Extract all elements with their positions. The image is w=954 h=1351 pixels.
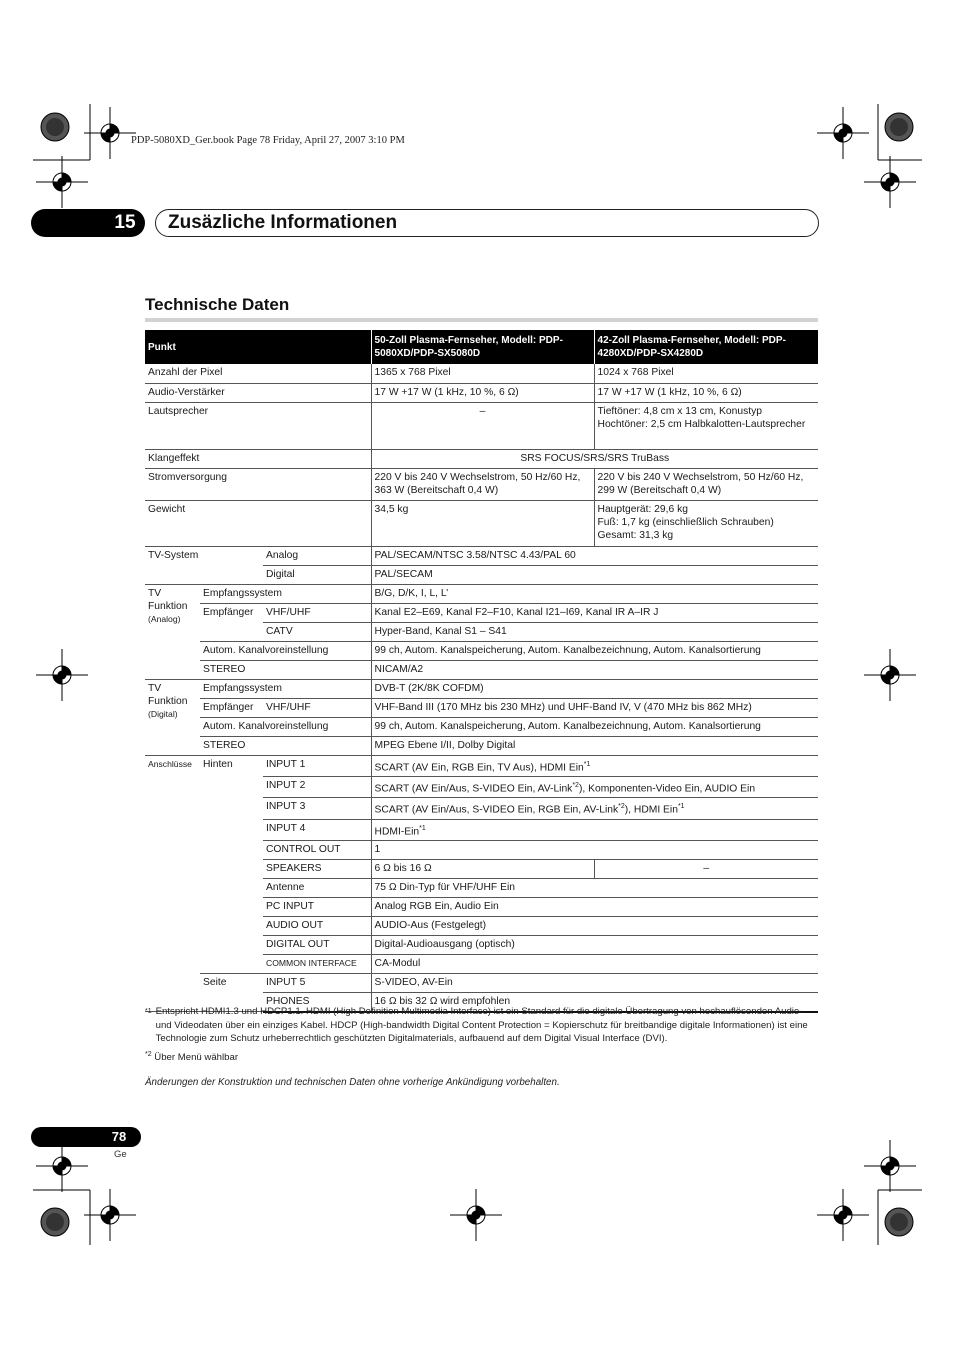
weight-total: Gesamt: 31,3 kg	[597, 529, 674, 541]
table-row	[145, 402, 818, 449]
sub-label: Analog	[263, 546, 371, 565]
footnote-ref: *2	[572, 781, 579, 789]
port-label: INPUT 5	[263, 974, 371, 993]
cell-shared: 1	[371, 841, 818, 860]
port-label: SPEAKERS	[263, 860, 371, 879]
row-label: Anzahl der Pixel	[145, 364, 371, 383]
cell-50: 34,5 kg	[371, 500, 594, 546]
header-50-inch: 50-Zoll Plasma-Fernseher, Modell: PDP-5080XD/PDP-SX5080D	[371, 330, 594, 364]
port-label: INPUT 1	[263, 755, 371, 776]
cell-shared: AUDIO-Aus (Festgelegt)	[371, 917, 818, 936]
port-value: HDMI-Ein	[374, 826, 420, 838]
spec-table	[145, 330, 818, 1013]
table-row	[145, 603, 818, 622]
footnote-ref: *1	[583, 760, 591, 768]
page-number: 78	[111, 1129, 127, 1144]
header-punkt: Punkt	[145, 330, 371, 364]
chapter-title: Zusäzliche Informationen	[168, 212, 398, 233]
speaker-tweeter: Hochtöner: 2,5 cm Halbkalotten-Lautsprecher	[597, 418, 806, 430]
footnote-2	[145, 1048, 238, 1065]
table-row	[145, 755, 818, 776]
port-label: INPUT 4	[263, 819, 371, 840]
footnote-1	[145, 1005, 810, 1046]
sub-label: Digital	[263, 565, 371, 584]
cell-42: 220 V bis 240 V Wechselstrom, 50 Hz/60 Hz, 299 W (Bereitschaft 0,4 W)	[594, 468, 818, 500]
row-label: Lautsprecher	[145, 402, 371, 449]
cell-shared	[371, 776, 818, 797]
cell-shared: DVB-T (2K/8K COFDM)	[371, 679, 818, 698]
cell-50: 1365 x 768 Pixel	[371, 364, 594, 383]
table-row	[145, 679, 818, 698]
cell-shared: B/G, D/K, I, L, L’	[371, 584, 818, 603]
sub-label: Autom. Kanalvoreinstellung	[200, 641, 371, 660]
footnote-text: Über Menü wählbar	[154, 1052, 239, 1064]
port-value: SCART (AV Ein/Aus, S-VIDEO Ein, AV-Link	[374, 783, 573, 795]
port-label: COMMON INTERFACE	[263, 955, 371, 974]
cell-shared	[371, 798, 818, 819]
section-rule	[145, 318, 818, 322]
table-row	[145, 641, 818, 660]
cell-50: 220 V bis 240 V Wechselstrom, 50 Hz/60 Hz, 363 W (Bereitschaft 0,4 W)	[371, 468, 594, 500]
table-header-row	[145, 330, 818, 364]
footnote-1-layout	[145, 1005, 810, 1046]
cell-shared: 99 ch, Autom. Kanalspeicherung, Autom. Kanalbezeichnung, Autom. Kanalsortierung	[371, 717, 818, 736]
speaker-woofer: Tieftöner: 4,8 cm x 13 cm, Konustyp	[597, 405, 762, 417]
table-row	[145, 584, 818, 603]
cell-shared: NICAM/A2	[371, 660, 818, 679]
cell-50: 17 W +17 W (1 kHz, 10 %, 6 Ω)	[371, 383, 594, 402]
footnote-ref: *1	[677, 803, 685, 811]
sub-label: Empfänger	[200, 603, 263, 641]
port-label: Antenne	[263, 879, 371, 898]
table-row	[145, 736, 818, 755]
cell-50: –	[371, 402, 594, 449]
cell-shared: Analog RGB Ein, Audio Ein	[371, 898, 818, 917]
change-note: Änderungen der Konstruktion und technischen Daten ohne vorherige Ankündigung vorbehalten.	[145, 1077, 560, 1088]
row-label: Klangeffekt	[145, 449, 371, 468]
footnote-ref: *1	[419, 824, 426, 832]
header-42-inch: 42-Zoll Plasma-Fernseher, Modell: PDP-4280XD/PDP-SX4280D	[594, 330, 818, 364]
sub-label: VHF/UHF	[263, 698, 371, 717]
cell-shared: Digital-Audioausgang (optisch)	[371, 936, 818, 955]
group-label-line: (Digital)	[148, 708, 178, 719]
port-label: PC INPUT	[263, 898, 371, 917]
table-row	[145, 698, 818, 717]
port-value: SCART (AV Ein, RGB Ein, TV Aus), HDMI Ein	[374, 761, 584, 773]
group-label-line: TV	[148, 587, 162, 599]
row-label: TV-System	[145, 546, 263, 584]
cell-shared: PAL/SECAM	[371, 565, 818, 584]
book-header: PDP-5080XD_Ger.book Page 78 Friday, April 27, 2007 3:10 PM	[131, 135, 405, 146]
port-label: PHONES	[263, 993, 371, 1012]
cell-shared: 16 Ω bis 32 Ω wird empfohlen	[371, 993, 818, 1012]
row-label: Stromversorgung	[145, 468, 371, 500]
cell-shared: MPEG Ebene I/II, Dolby Digital	[371, 736, 818, 755]
group-label-tv-digital	[145, 679, 200, 755]
cell-42: –	[594, 860, 818, 879]
port-value: ), HDMI Ein	[624, 804, 678, 816]
page-language: Ge	[114, 1149, 127, 1160]
footnote-text: Entspricht HDMI1.3 und HDCP1.1. HDMI (High Definition Multimedia Interface) ist ein Standard für die digitale Übertragung von hochauflösenden Audio- und Videodaten über ein einziges Kabel. HDCP (High-bandwidth Digital Content Protection = Kopierschutz für breitbandige digitale Informationen) ist eine Technologie zum Schutz urheberrechtlich geschützten Digitalmaterials, aufbauend auf dem Digital Visual Interface (DVI).	[155, 1006, 808, 1044]
table-row	[145, 660, 818, 679]
group-label-connections: Anschlüsse	[145, 755, 200, 1012]
table-row	[145, 500, 818, 546]
cell-shared: CA-Modul	[371, 955, 818, 974]
cell-42	[594, 500, 818, 546]
cell-shared: PAL/SECAM/NTSC 3.58/NTSC 4.43/PAL 60	[371, 546, 818, 565]
footnote-ref: *2	[618, 803, 625, 811]
section-title: Technische Daten	[145, 295, 290, 314]
table-row	[145, 449, 818, 468]
weight-stand: Fuß: 1,7 kg (einschließlich Schrauben)	[597, 516, 774, 528]
weight-main: Hauptgerät: 29,6 kg	[597, 503, 688, 515]
cell-50: 6 Ω bis 16 Ω	[371, 860, 594, 879]
cell-shared	[371, 755, 818, 776]
table-row	[145, 468, 818, 500]
port-label: INPUT 2	[263, 776, 371, 797]
row-label: Audio-Verstärker	[145, 383, 371, 402]
table-row	[145, 974, 818, 993]
cell-shared	[371, 819, 818, 840]
sub-label: Hinten	[200, 755, 263, 974]
table-row	[145, 717, 818, 736]
cell-shared: Kanal E2–E69, Kanal F2–F10, Kanal I21–I69, Kanal IR A–IR J	[371, 603, 818, 622]
sub-label: Seite	[200, 974, 263, 1012]
cell-42	[594, 402, 818, 449]
group-label-line: Funktion	[148, 695, 188, 707]
row-label: Gewicht	[145, 500, 371, 546]
footnote-mark: *1	[145, 1008, 152, 1015]
footnote-mark: *2	[145, 1051, 152, 1058]
port-label: AUDIO OUT	[263, 917, 371, 936]
group-label-line: Funktion	[148, 600, 188, 612]
group-label-line: (Analog)	[148, 613, 181, 624]
table-row	[145, 364, 818, 383]
cell-shared: VHF-Band III (170 MHz bis 230 MHz) und UHF-Band IV, V (470 MHz bis 862 MHz)	[371, 698, 818, 717]
cell-shared: S-VIDEO, AV-Ein	[371, 974, 818, 993]
cell-42: 17 W +17 W (1 kHz, 10 %, 6 Ω)	[594, 383, 818, 402]
sub-label: VHF/UHF	[263, 603, 371, 622]
cell-42: 1024 x 768 Pixel	[594, 364, 818, 383]
cell-shared: Hyper-Band, Kanal S1 – S41	[371, 622, 818, 641]
sub-label: Empfänger	[200, 698, 263, 717]
port-value: ), Komponenten-Video Ein, AUDIO Ein	[578, 783, 756, 795]
cell-shared: 99 ch, Autom. Kanalspeicherung, Autom. Kanalbezeichnung, Autom. Kanalsortierung	[371, 641, 818, 660]
sub-label: CATV	[263, 622, 371, 641]
sub-label: Empfangssystem	[200, 679, 371, 698]
port-label: INPUT 3	[263, 798, 371, 819]
port-label: DIGITAL OUT	[263, 936, 371, 955]
chapter-number: 15	[114, 212, 136, 233]
table-row	[145, 546, 818, 565]
cell-shared: 75 Ω Din-Typ für VHF/UHF Ein	[371, 879, 818, 898]
sub-label: STEREO	[200, 660, 371, 679]
port-value: SCART (AV Ein/Aus, S-VIDEO Ein, RGB Ein, AV-Link	[374, 804, 619, 816]
group-label-tv-analog	[145, 584, 200, 679]
table-row	[145, 383, 818, 402]
sub-label: Empfangssystem	[200, 584, 371, 603]
group-label-line: TV	[148, 682, 162, 694]
sub-label: Autom. Kanalvoreinstellung	[200, 717, 371, 736]
port-label: CONTROL OUT	[263, 841, 371, 860]
cell-shared: SRS FOCUS/SRS/SRS TruBass	[371, 449, 818, 468]
sub-label: STEREO	[200, 736, 371, 755]
